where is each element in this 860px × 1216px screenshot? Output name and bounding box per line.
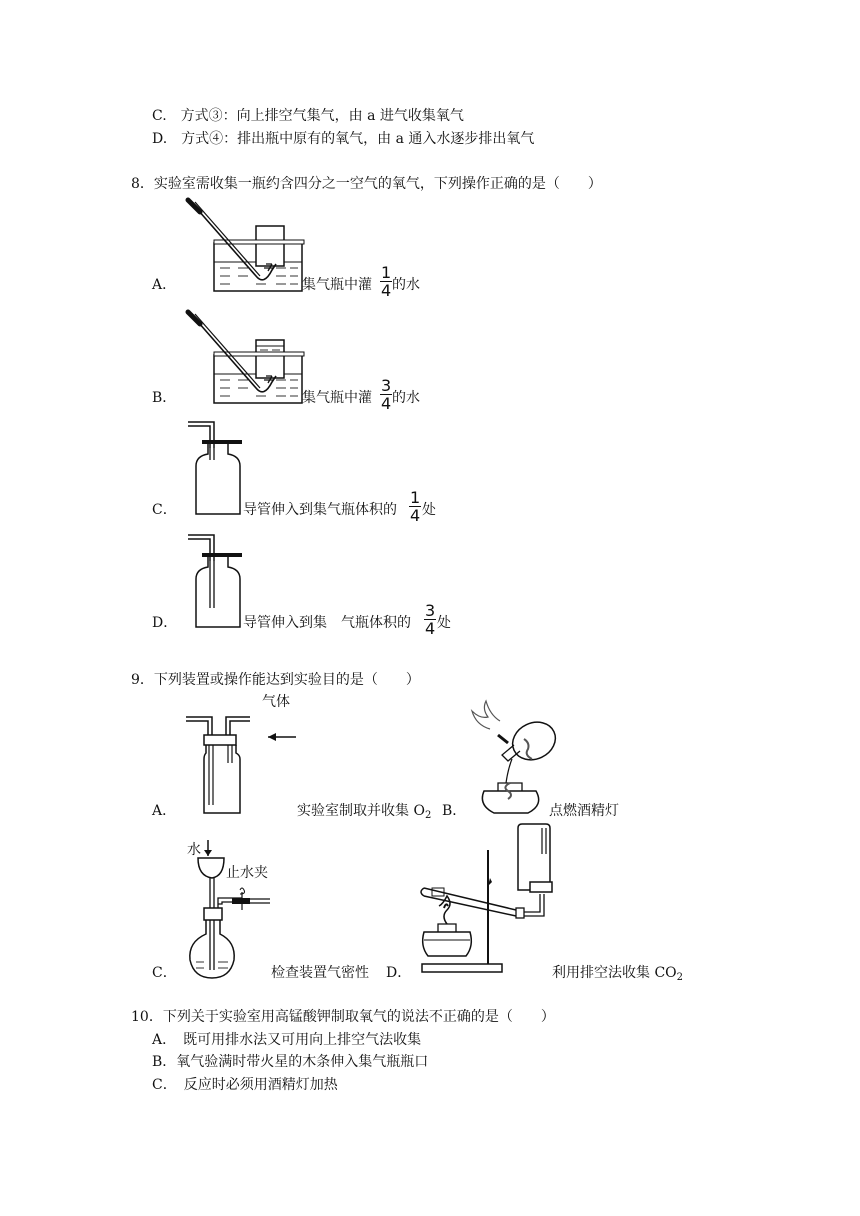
- q8-option-d-suffix: 处: [437, 615, 451, 631]
- q9-clamp-label: 止水夹: [226, 865, 268, 881]
- q7-option-c: C. 方式③：向上排空气集气，由 a 进气收集氧气: [152, 108, 464, 124]
- q8-option-b-letter: B．: [152, 390, 177, 406]
- q8-c-numerator: 1: [410, 488, 421, 507]
- q9-option-c-text: 检查装置气密性: [271, 965, 369, 981]
- q9-option-b-letter: B．: [442, 803, 467, 819]
- q10-option-b: B．氧气验满时带火星的木条伸入集气瓶瓶口: [152, 1054, 429, 1070]
- q8-c-gas-bottle-figure: [186, 420, 246, 518]
- q8-b-water-trough-figure: [186, 308, 306, 408]
- q8-option-c-letter: C．: [152, 502, 177, 518]
- q8-option-c-text: 导管伸入到集气瓶体积的: [243, 502, 397, 518]
- q9-option-a-text: [297, 802, 431, 825]
- q8-c-fraction: [409, 489, 421, 524]
- q8-a-water-trough-figure: [186, 196, 306, 296]
- q9-option-d-letter: D．: [386, 965, 412, 981]
- q8-b-denominator: 4: [381, 394, 392, 413]
- q9-option-d-text: [552, 964, 683, 987]
- q9-water-label: 水: [187, 842, 201, 858]
- q7-option-d: D. 方式④：排出瓶中原有的氧气，由 a 通入水逐步排出氧气: [152, 131, 535, 147]
- q10-stem: 10．下列关于实验室用高锰酸钾制取氧气的说法不正确的是（ ）: [131, 1009, 555, 1025]
- q9-stem: 9．下列装置或操作能达到实验目的是（ ）: [131, 672, 420, 688]
- q8-b-numerator: 3: [381, 376, 392, 395]
- q8-option-b-text: 集气瓶中灌: [302, 390, 372, 406]
- q8-d-denominator: 4: [425, 619, 436, 638]
- q8-d-fraction: [424, 602, 436, 637]
- q9-option-d-subscript: 2: [676, 972, 684, 983]
- q9-option-a-main: 实验室制取并收集 O: [297, 803, 425, 819]
- q8-a-fraction: [380, 264, 392, 299]
- q9-c-flask-funnel-figure: [186, 838, 276, 983]
- q8-d-numerator: 3: [425, 601, 436, 620]
- q8-b-fraction: [380, 377, 392, 412]
- q8-option-a-text: 集气瓶中灌: [302, 277, 372, 293]
- q9-gas-label: 气体: [262, 694, 290, 710]
- q8-option-b-suffix: 的水: [392, 390, 420, 406]
- q8-c-denominator: 4: [410, 506, 421, 525]
- q8-stem: 8．实验室需收集一瓶约含四分之一空气的氧气，下列操作正确的是（ ）: [131, 176, 602, 192]
- q8-option-a-letter: A．: [152, 277, 177, 293]
- q8-option-d-letter: D．: [152, 615, 178, 631]
- q8-option-d-text: 导管伸入到集 气瓶体积的: [243, 615, 411, 631]
- q8-option-a-suffix: 的水: [392, 277, 420, 293]
- q9-a-gas-bottle-figure: [186, 707, 298, 819]
- q8-a-denominator: 4: [381, 281, 392, 300]
- q9-option-d-main: 利用排空法收集 CO: [552, 965, 677, 981]
- q9-option-b-text: 点燃酒精灯: [549, 803, 619, 819]
- q9-option-a-subscript: 2: [424, 810, 432, 821]
- q8-option-c-suffix: 处: [422, 502, 436, 518]
- q9-d-heating-apparatus-figure: [418, 824, 553, 980]
- q9-option-c-letter: C．: [152, 965, 177, 981]
- q9-option-a-letter: A．: [152, 803, 177, 819]
- q8-a-numerator: 1: [381, 263, 392, 282]
- q10-option-a: A． 既可用排水法又可用向上排空气法收集: [152, 1032, 422, 1048]
- q8-d-gas-bottle-figure: [186, 533, 246, 631]
- q10-option-c: C． 反应时必须用酒精灯加热: [152, 1077, 338, 1093]
